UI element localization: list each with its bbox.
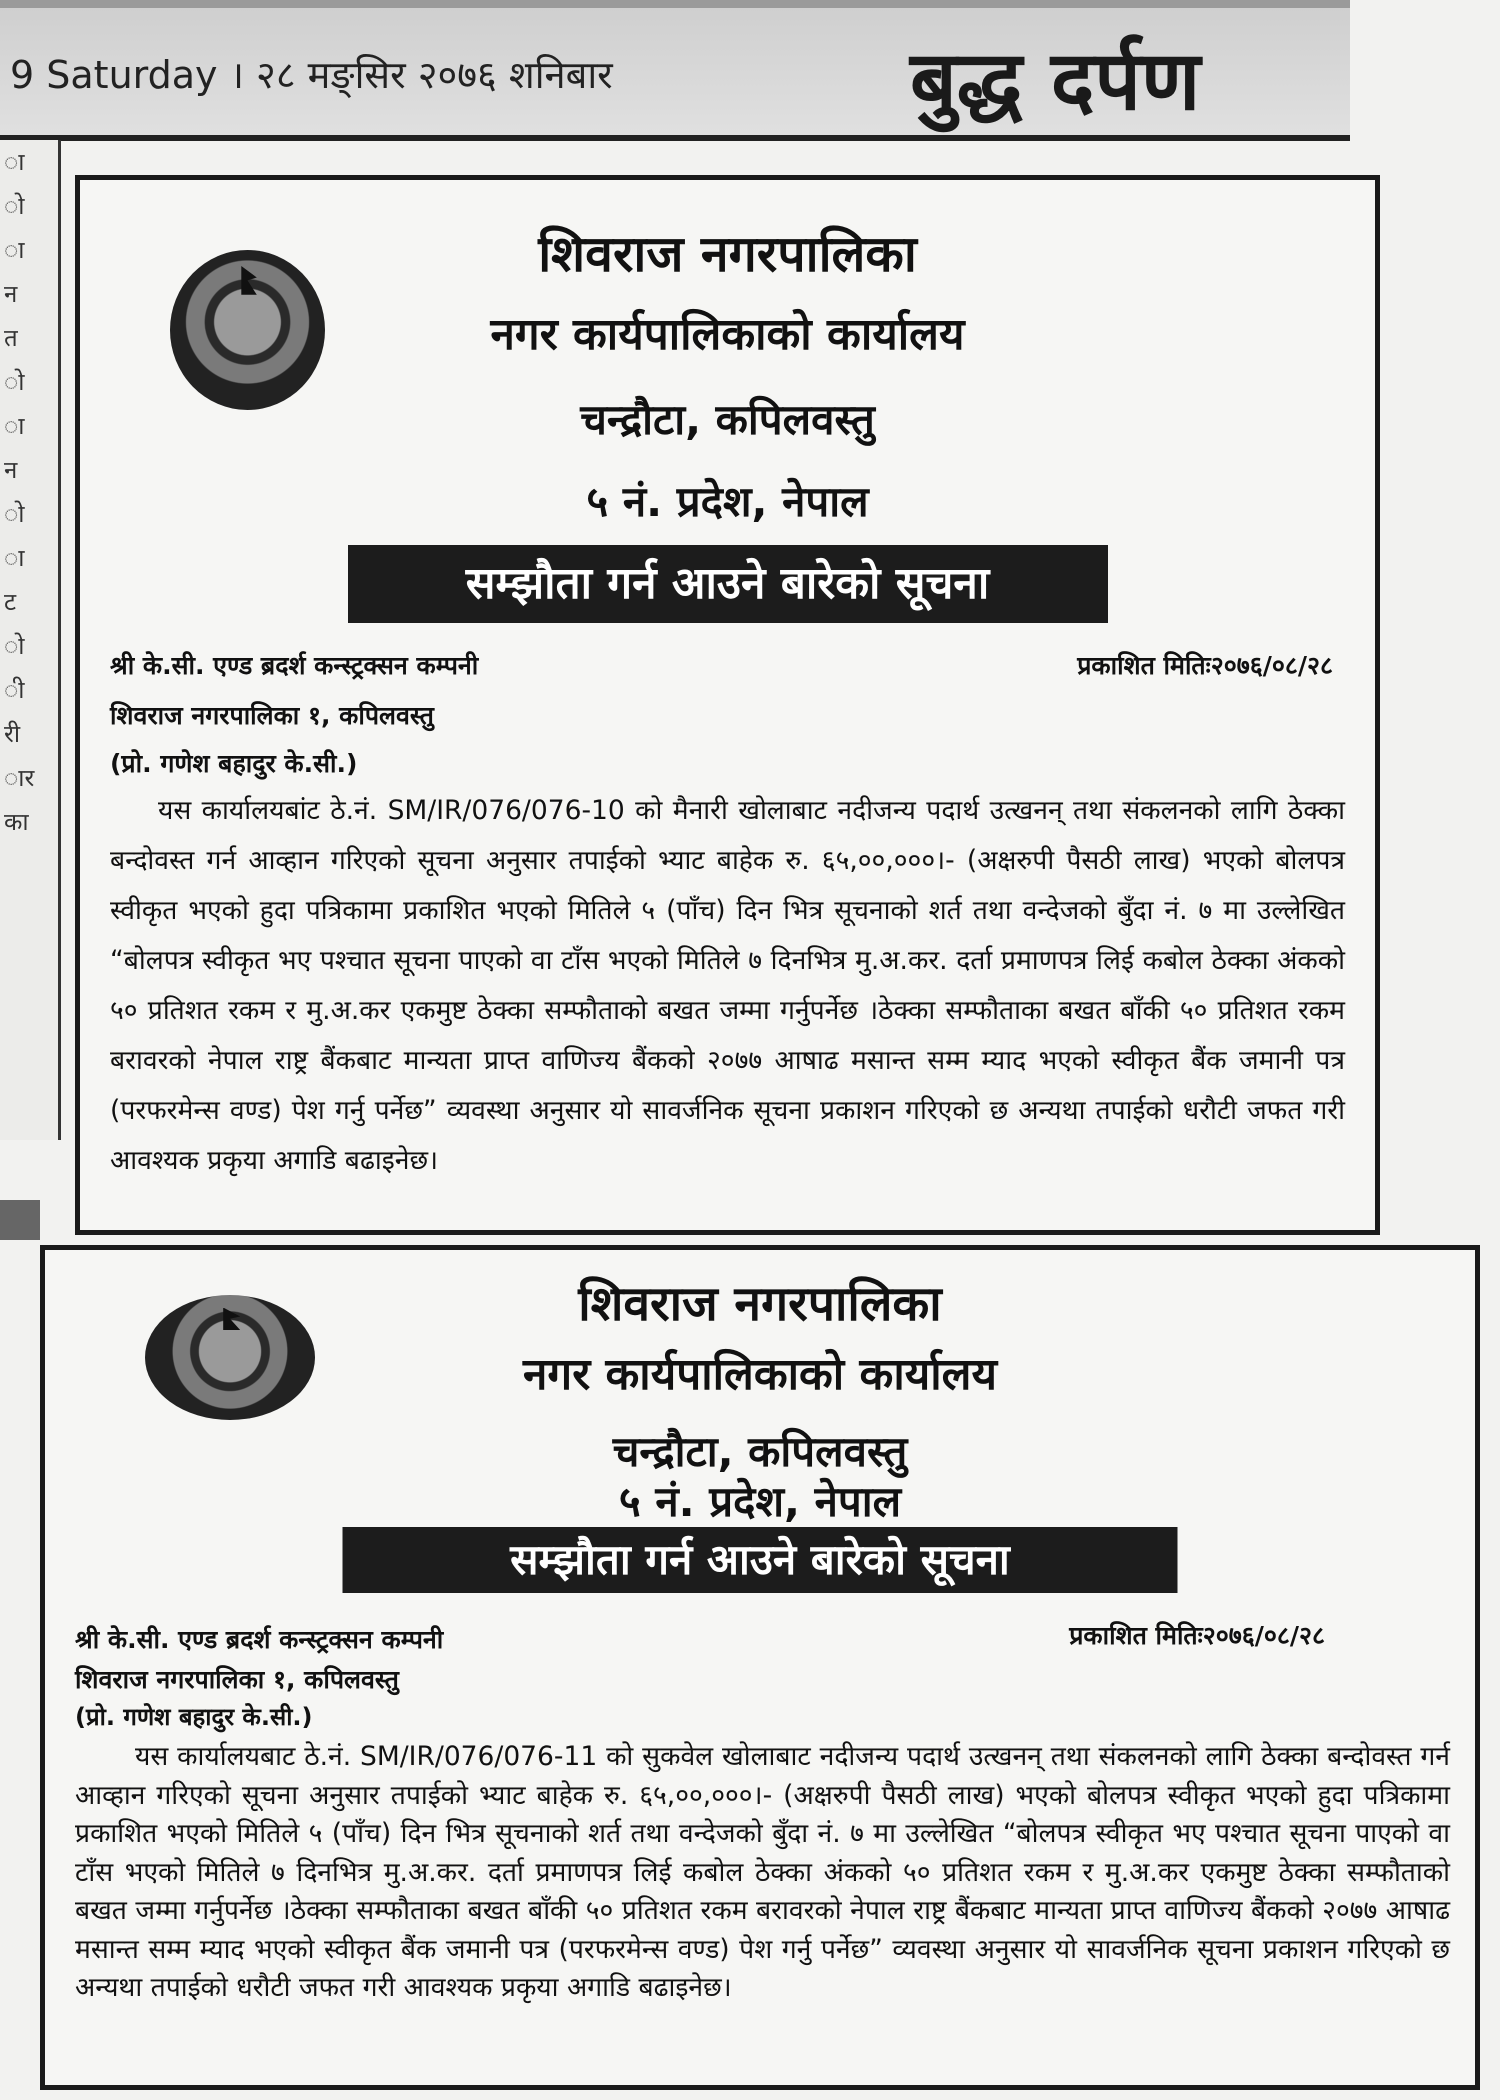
fragment-text: ो — [4, 500, 25, 528]
header-date: 9 Saturday । २८ मङ्सिर २०७६ शनिबार — [10, 53, 613, 97]
addressee-address: शिवराज नगरपालिका १, कपिलवस्तु — [110, 701, 434, 730]
fragment-text: का — [4, 808, 29, 836]
public-notice-2 — [40, 1245, 1480, 2090]
notice-body: यस कार्यालयबांट ठे.नं. SM/IR/076/076-10 को मैनारी खोलाबाट नदीजन्य पदार्थ उत्खनन् तथा संकलनको लागि ठेक्का बन्दोवस्त गर्न आव्हान गरिएको सूचना अनुसार तपाईको भ्याट बाहेक रु. ६५,००,०००।- (अक्षरुपी पैसठी लाख) भएको बोलपत्र स्वीकृत भएको हुदा पत्रिकामा प्रकाशित भएको मितिले ५ (पाँच) दिन भित्र सूचनाको शर्त तथा वन्देजको बुँदा नं. ७ मा उल्लेखित “बोलपत्र स्वीकृत भए पश्चात सूचना पाएको वा टाँस भएको मितिले ७ दिनभित्र मु.अ.कर. दर्ता प्रमाणपत्र लिई कबोल ठेक्का अंकको ५० प्रतिशत रकम र मु.अ.कर एकमुष्ट ठेक्का सम्फौताको बखत जम्मा गर्नुपर्नेछ ।ठेक्का सम्फौताका बखत बाँकी ५० प्रतिशत रकम बरावरको नेपाल राष्ट्र बैंकबाट मान्यता प्राप्त वाणिज्य बैंकको २०७७ आषाढ मसान्त सम्म म्याद भएको स्वीकृत बैंक जमानी पत्र (परफरमेन्स वण्ड) पेश गर्नु पर्नेछ” व्यवस्था अनुसार यो सावर्जनिक सूचना प्रकाशन गरिएको छ अन्यथा तपाईको धरौटी जफत गरी आवश्यक प्रकृया अगाडि बढाइनेछ। — [110, 795, 1345, 1176]
addressee-address: शिवराज नगरपालिका १, कपिलवस्तु — [75, 1665, 399, 1694]
addressee-company: श्री के.सी. एण्ड ब्रदर्श कन्स्ट्रक्सन कम्पनी — [110, 651, 479, 680]
fragment-text: ट — [4, 588, 17, 616]
published-date: प्रकाशित मितिः२०७६/०८/२८ — [1077, 651, 1333, 680]
fragment-text: री — [4, 720, 21, 748]
fragment-text: ा — [4, 412, 25, 440]
fragment-text: न — [4, 456, 18, 484]
fragment-text: ो — [4, 192, 25, 220]
municipality-name: शिवराज नगरपालिका — [578, 1276, 942, 1332]
office-name: नगर कार्यपालिकाको कार्यालय — [490, 309, 965, 360]
column-divider-block — [0, 1200, 40, 1240]
fragment-text: ा — [4, 544, 25, 572]
fragment-text: ो — [4, 368, 25, 396]
fragment-text: न — [4, 280, 18, 308]
fragment-text: ी — [4, 676, 25, 704]
fragment-text: ो — [4, 632, 25, 660]
office-name: नगर कार्यपालिकाको कार्यालय — [523, 1349, 997, 1400]
notice-title-banner: सम्झौता गर्न आउने बारेको सूचना — [348, 545, 1108, 623]
province-line: ५ नं. प्रदेश, नेपाल — [618, 1477, 902, 1526]
municipality-name: शिवराज नगरपालिका — [538, 225, 917, 283]
published-date: प्रकाशित मितिः२०७६/०८/२८ — [1069, 1621, 1325, 1650]
newspaper-header — [0, 0, 1350, 141]
fragment-text: ा — [4, 236, 25, 264]
notice-title-banner: सम्झौता गर्न आउने बारेको सूचना — [343, 1527, 1178, 1593]
office-location: चन्द्रौटा, कपिलवस्तु — [580, 395, 875, 444]
public-notice-1 — [75, 175, 1380, 1235]
office-location: चन्द्रौटा, कपिलवस्तु — [612, 1427, 908, 1476]
adjacent-column-fragment — [0, 140, 61, 1140]
notice-body: यस कार्यालयबाट ठे.नं. SM/IR/076/076-11 को सुकवेल खोलाबाट नदीजन्य पदार्थ उत्खनन् तथा संकलनको लागि ठेक्का बन्दोवस्त गर्न आव्हान गरिएको सूचना अनुसार तपाईको भ्याट बाहेक रु. ६५,००,०००।- (अक्षरुपी पैसठी लाख) भएको बोलपत्र स्वीकृत भएको हुदा पत्रिकामा प्रकाशित भएको मितिले ५ (पाँच) दिन भित्र सूचनाको शर्त तथा वन्देजको बुँदा नं. ७ मा उल्लेखित “बोलपत्र स्वीकृत भए पश्चात सूचना पाएको वा टाँस भएको मितिले ७ दिनभित्र मु.अ.कर. दर्ता प्रमाणपत्र लिई कबोल ठेक्का अंकको ५० प्रतिशत रकम र मु.अ.कर एकमुष्ट ठेक्का सम्फौताको बखत जम्मा गर्नुपर्नेछ ।ठेक्का सम्फौताका बखत बाँकी ५० प्रतिशत रकम बरावरको नेपाल राष्ट्र बैंकबाट मान्यता प्राप्त वाणिज्य बैंकको २०७७ आषाढ मसान्त सम्म म्याद भएको स्वीकृत बैंक जमानी पत्र (परफरमेन्स वण्ड) पेश गर्नु पर्नेछ” व्यवस्था अनुसार यो सावर्जनिक सूचना प्रकाशन गरिएको छ अन्यथा तपाईको धरौटी जफत गरी आवश्यक प्रकृया अगाडि बढाइनेछ। — [75, 1741, 1450, 2003]
newspaper-masthead: बुद्ध दर्पण — [910, 34, 1201, 129]
addressee-proprietor: (प्रो. गणेश बहादुर के.सी.) — [75, 1703, 313, 1731]
fragment-text: त — [4, 324, 18, 352]
province-line: ५ नं. प्रदेश, नेपाल — [586, 477, 869, 526]
fragment-text: ार — [4, 764, 35, 792]
addressee-proprietor: (प्रो. गणेश बहादुर के.सी.) — [110, 749, 358, 778]
fragment-text: ा — [4, 148, 25, 176]
addressee-company: श्री के.सी. एण्ड ब्रदर्श कन्स्ट्रक्सन कम्पनी — [75, 1625, 444, 1654]
